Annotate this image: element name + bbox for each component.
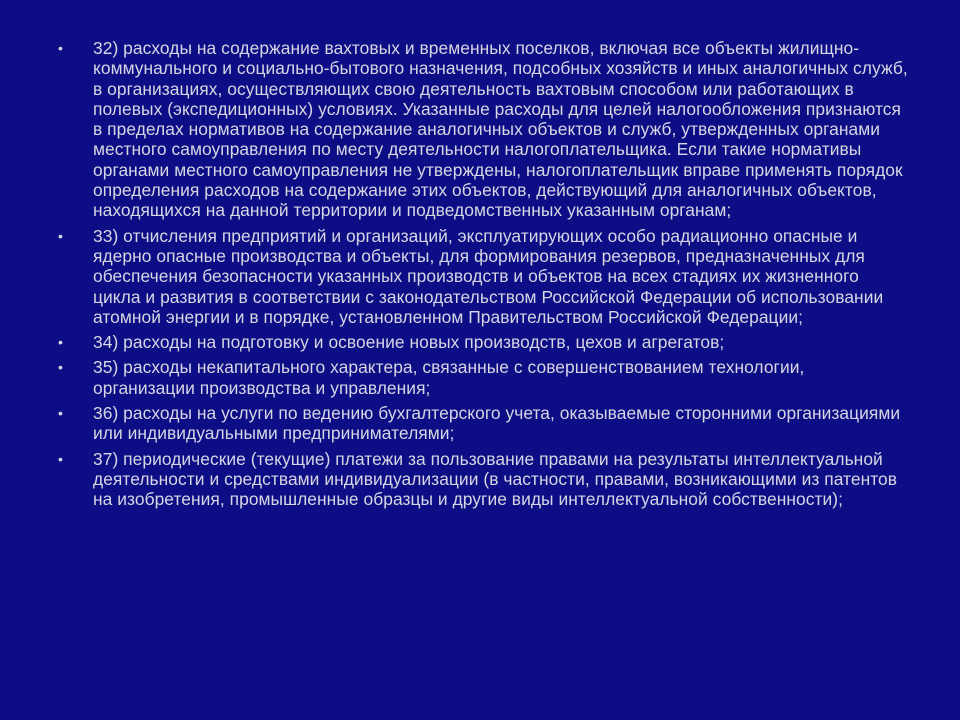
list-item [58, 449, 908, 510]
list-item [58, 226, 908, 327]
list-item [58, 403, 908, 444]
item-text: 34) расходы на подготовку и освоение новых производств, цехов и агрегатов; [93, 332, 725, 353]
list-item [58, 357, 908, 398]
list-item [58, 38, 908, 221]
bullet-icon: • [58, 227, 63, 244]
bullet-icon: • [58, 334, 63, 351]
bullet-icon: • [58, 450, 63, 467]
item-text: 33) отчисления предприятий и организаций, эксплуатирующих особо радиационно опасные и ядерно опасные производства и объекты, для формирования резервов, предназначенных для обеспечения безопасности указанных производств и объектов на всех стадиях их жизненного цикла и развития в соответствии с законодательством Российской Федерации об использовании атомной энергии и в порядке, установленном Правительством Российской Федерации; [93, 225, 884, 327]
item-text: 35) расходы некапитального характера, связанные с совершенствованием технологии, организации производства и управления; [93, 357, 805, 398]
list-item [58, 332, 908, 352]
bullet-icon: • [58, 405, 63, 422]
bullet-icon: • [58, 359, 63, 376]
bullet-list [58, 38, 908, 515]
item-text: 37) периодические (текущие) платежи за пользование правами на результаты интеллектуальной деятельности и средствами индивидуализации (в частности, правами, возникающими из патентов на изобретения, промышленные образцы и другие виды интеллектуальной собственности); [93, 448, 898, 510]
item-text: 32) расходы на содержание вахтовых и временных поселков, включая все объекты жилищно-коммунального и социально-бытового назначения, подсобных хозяйств и иных аналогичных служб, в организациях, осуществляющих свою деятельность вахтовым способом или работающих в полевых (экспедиционных) условиях. Указанные расходы для целей налогообложения признаются в пределах нормативов на содержание аналогичных объектов и служб, утвержденных органами местного самоуправления по месту деятельности налогоплательщика. Если такие нормативы органами местного самоуправления не утверждены, налогоплательщик вправе применять порядок определения расходов на содержание этих объектов, действующий для аналогичных объектов, находящихся на данной территории и подведомственных указанным органам; [93, 38, 908, 221]
item-text: 36) расходы на услуги по ведению бухгалтерского учета, оказываемые сторонними организациями или индивидуальными предпринимателями; [93, 403, 901, 444]
bullet-icon: • [58, 40, 63, 56]
